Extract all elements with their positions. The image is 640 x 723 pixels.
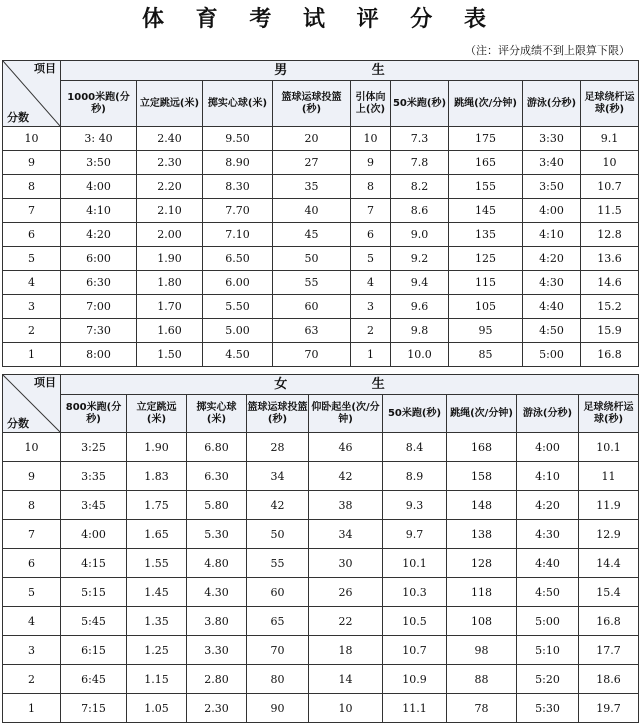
value-cell: 8.4: [383, 433, 447, 462]
value-cell: 168: [447, 433, 517, 462]
table-row: [3, 607, 639, 636]
value-cell: 78: [447, 694, 517, 723]
value-cell: 1.50: [137, 343, 203, 367]
value-cell: 5:10: [517, 636, 579, 665]
value-cell: 158: [447, 462, 517, 491]
value-cell: 1.75: [127, 491, 187, 520]
female-column-header: 立定跳远(米): [127, 395, 187, 433]
value-cell: 14: [309, 665, 383, 694]
value-cell: 42: [247, 491, 309, 520]
table-row: [3, 271, 639, 295]
value-cell: 5:15: [61, 578, 127, 607]
value-cell: 8.30: [203, 175, 273, 199]
score-cell: 4: [3, 607, 61, 636]
value-cell: 7.3: [391, 127, 449, 151]
value-cell: 1.55: [127, 549, 187, 578]
score-cell: 5: [3, 247, 61, 271]
value-cell: 8:00: [61, 343, 137, 367]
corner-score-label: 分数: [7, 417, 29, 430]
value-cell: 7.10: [203, 223, 273, 247]
value-cell: 6.30: [187, 462, 247, 491]
value-cell: 7:00: [61, 295, 137, 319]
value-cell: 135: [449, 223, 523, 247]
value-cell: 10.9: [383, 665, 447, 694]
female-column-header: 800米跑(分秒): [61, 395, 127, 433]
value-cell: 6.50: [203, 247, 273, 271]
score-cell: 4: [3, 271, 61, 295]
value-cell: 108: [447, 607, 517, 636]
value-cell: 12.8: [581, 223, 639, 247]
value-cell: 60: [273, 295, 351, 319]
value-cell: 1.80: [137, 271, 203, 295]
value-cell: 8.9: [383, 462, 447, 491]
value-cell: 4: [351, 271, 391, 295]
value-cell: 10: [581, 151, 639, 175]
value-cell: 105: [449, 295, 523, 319]
value-cell: 9.0: [391, 223, 449, 247]
value-cell: 3: [351, 295, 391, 319]
value-cell: 4:10: [523, 223, 581, 247]
value-cell: 7:15: [61, 694, 127, 723]
value-cell: 30: [309, 549, 383, 578]
value-cell: 1.90: [127, 433, 187, 462]
value-cell: 4:00: [61, 520, 127, 549]
score-cell: 8: [3, 175, 61, 199]
value-cell: 5:20: [517, 665, 579, 694]
value-cell: 10: [351, 127, 391, 151]
female-column-header: 游泳(分秒): [517, 395, 579, 433]
female-corner-header: [3, 375, 61, 433]
value-cell: 1.15: [127, 665, 187, 694]
value-cell: 1.65: [127, 520, 187, 549]
male-column-header: 立定跳远(米): [137, 81, 203, 127]
score-cell: 7: [3, 520, 61, 549]
value-cell: 18: [309, 636, 383, 665]
value-cell: 65: [247, 607, 309, 636]
value-cell: 6:00: [61, 247, 137, 271]
value-cell: 15.4: [579, 578, 639, 607]
value-cell: 4:00: [61, 175, 137, 199]
value-cell: 10.1: [579, 433, 639, 462]
female-column-header: 足球绕杆运球(秒): [579, 395, 639, 433]
value-cell: 4:20: [61, 223, 137, 247]
value-cell: 6.00: [203, 271, 273, 295]
male-column-header: 足球绕杆运球(秒): [581, 81, 639, 127]
value-cell: 5.50: [203, 295, 273, 319]
table-row: [3, 247, 639, 271]
value-cell: 5: [351, 247, 391, 271]
value-cell: 148: [447, 491, 517, 520]
value-cell: 50: [273, 247, 351, 271]
score-cell: 6: [3, 549, 61, 578]
table-row: [3, 319, 639, 343]
table-row: [3, 462, 639, 491]
value-cell: 3:50: [523, 175, 581, 199]
value-cell: 2.10: [137, 199, 203, 223]
value-cell: 5:00: [517, 607, 579, 636]
male-column-headers: [3, 81, 639, 127]
value-cell: 45: [273, 223, 351, 247]
value-cell: 2.30: [187, 694, 247, 723]
value-cell: 27: [273, 151, 351, 175]
value-cell: 9.6: [391, 295, 449, 319]
male-table-body: [3, 127, 639, 367]
table-row: [3, 199, 639, 223]
score-cell: 2: [3, 665, 61, 694]
value-cell: 128: [447, 549, 517, 578]
value-cell: 46: [309, 433, 383, 462]
female-group-header: 女 生: [61, 375, 639, 395]
value-cell: 90: [247, 694, 309, 723]
value-cell: 34: [247, 462, 309, 491]
value-cell: 3:50: [61, 151, 137, 175]
male-column-header: 游泳(分秒): [523, 81, 581, 127]
male-column-header: 1000米跑(分秒): [61, 81, 137, 127]
female-table-body: [3, 433, 639, 723]
value-cell: 10.5: [383, 607, 447, 636]
value-cell: 8.6: [391, 199, 449, 223]
male-column-header: 篮球运球投篮(秒): [273, 81, 351, 127]
value-cell: 4.50: [203, 343, 273, 367]
female-column-header: 仰卧起坐(次/分钟): [309, 395, 383, 433]
value-cell: 2.20: [137, 175, 203, 199]
value-cell: 175: [449, 127, 523, 151]
value-cell: 13.6: [581, 247, 639, 271]
table-row: [3, 549, 639, 578]
value-cell: 20: [273, 127, 351, 151]
corner-score-label: 分数: [7, 111, 29, 124]
value-cell: 38: [309, 491, 383, 520]
value-cell: 14.6: [581, 271, 639, 295]
score-cell: 5: [3, 578, 61, 607]
value-cell: 7.70: [203, 199, 273, 223]
value-cell: 50: [247, 520, 309, 549]
value-cell: 115: [449, 271, 523, 295]
table-row: [3, 175, 639, 199]
value-cell: 1.83: [127, 462, 187, 491]
female-score-table: [2, 374, 639, 723]
value-cell: 9.7: [383, 520, 447, 549]
female-column-headers: [3, 395, 639, 433]
male-column-header: 50米跑(秒): [391, 81, 449, 127]
value-cell: 2: [351, 319, 391, 343]
value-cell: 6:30: [61, 271, 137, 295]
value-cell: 12.9: [579, 520, 639, 549]
value-cell: 1.05: [127, 694, 187, 723]
value-cell: 3:40: [523, 151, 581, 175]
value-cell: 125: [449, 247, 523, 271]
value-cell: 15.9: [581, 319, 639, 343]
value-cell: 11.9: [579, 491, 639, 520]
score-cell: 2: [3, 319, 61, 343]
value-cell: 55: [273, 271, 351, 295]
value-cell: 11.1: [383, 694, 447, 723]
value-cell: 11: [579, 462, 639, 491]
value-cell: 4:10: [517, 462, 579, 491]
value-cell: 42: [309, 462, 383, 491]
value-cell: 22: [309, 607, 383, 636]
value-cell: 3:35: [61, 462, 127, 491]
value-cell: 2.30: [137, 151, 203, 175]
value-cell: 4:40: [523, 295, 581, 319]
female-column-header: 掷实心球(米): [187, 395, 247, 433]
value-cell: 4.80: [187, 549, 247, 578]
value-cell: 11.5: [581, 199, 639, 223]
male-column-header: 掷实心球(米): [203, 81, 273, 127]
value-cell: 4:10: [61, 199, 137, 223]
value-cell: 2.80: [187, 665, 247, 694]
table-row: [3, 127, 639, 151]
value-cell: 118: [447, 578, 517, 607]
value-cell: 85: [449, 343, 523, 367]
page-note: （注：评分成绩不到上限算下限）: [465, 44, 630, 57]
value-cell: 5:45: [61, 607, 127, 636]
value-cell: 5:30: [517, 694, 579, 723]
value-cell: 10.7: [581, 175, 639, 199]
score-cell: 1: [3, 694, 61, 723]
male-score-table: [2, 60, 639, 367]
female-column-header: 50米跑(秒): [383, 395, 447, 433]
value-cell: 3: 40: [61, 127, 137, 151]
table-row: [3, 295, 639, 319]
value-cell: 4:30: [523, 271, 581, 295]
score-cell: 9: [3, 462, 61, 491]
value-cell: 28: [247, 433, 309, 462]
value-cell: 5.80: [187, 491, 247, 520]
value-cell: 70: [273, 343, 351, 367]
male-group-header: 男 生: [61, 61, 639, 81]
value-cell: 155: [449, 175, 523, 199]
value-cell: 4.30: [187, 578, 247, 607]
value-cell: 3.80: [187, 607, 247, 636]
value-cell: 4:40: [517, 549, 579, 578]
table-row: [3, 491, 639, 520]
score-cell: 1: [3, 343, 61, 367]
value-cell: 4:50: [523, 319, 581, 343]
value-cell: 10.1: [383, 549, 447, 578]
female-column-header: 篮球运球投篮(秒): [247, 395, 309, 433]
table-row: [3, 636, 639, 665]
value-cell: 7.8: [391, 151, 449, 175]
value-cell: 2.40: [137, 127, 203, 151]
value-cell: 4:00: [523, 199, 581, 223]
table-row: [3, 694, 639, 723]
value-cell: 6:15: [61, 636, 127, 665]
value-cell: 95: [449, 319, 523, 343]
page-title: 体 育 考 试 评 分 表: [142, 6, 498, 32]
table-row: [3, 578, 639, 607]
value-cell: 5.00: [203, 319, 273, 343]
value-cell: 16.8: [581, 343, 639, 367]
value-cell: 3:45: [61, 491, 127, 520]
value-cell: 4:30: [517, 520, 579, 549]
value-cell: 19.7: [579, 694, 639, 723]
value-cell: 80: [247, 665, 309, 694]
value-cell: 138: [447, 520, 517, 549]
value-cell: 1.70: [137, 295, 203, 319]
value-cell: 63: [273, 319, 351, 343]
value-cell: 9.50: [203, 127, 273, 151]
value-cell: 17.7: [579, 636, 639, 665]
value-cell: 26: [309, 578, 383, 607]
value-cell: 8: [351, 175, 391, 199]
value-cell: 8.90: [203, 151, 273, 175]
score-cell: 10: [3, 127, 61, 151]
value-cell: 35: [273, 175, 351, 199]
value-cell: 6: [351, 223, 391, 247]
value-cell: 7: [351, 199, 391, 223]
value-cell: 4:20: [523, 247, 581, 271]
table-row: [3, 433, 639, 462]
value-cell: 3:25: [61, 433, 127, 462]
value-cell: 10.0: [391, 343, 449, 367]
value-cell: 1.35: [127, 607, 187, 636]
score-cell: 3: [3, 636, 61, 665]
value-cell: 9.1: [581, 127, 639, 151]
value-cell: 9: [351, 151, 391, 175]
value-cell: 5:00: [523, 343, 581, 367]
value-cell: 1.45: [127, 578, 187, 607]
value-cell: 9.4: [391, 271, 449, 295]
value-cell: 2.00: [137, 223, 203, 247]
value-cell: 1.25: [127, 636, 187, 665]
value-cell: 10: [309, 694, 383, 723]
male-column-header: 引体向上(次): [351, 81, 391, 127]
value-cell: 4:50: [517, 578, 579, 607]
value-cell: 6:45: [61, 665, 127, 694]
value-cell: 4:00: [517, 433, 579, 462]
corner-project-label: 项目: [34, 62, 56, 75]
score-cell: 6: [3, 223, 61, 247]
value-cell: 3:30: [523, 127, 581, 151]
male-corner-header: [3, 61, 61, 127]
table-row: [3, 343, 639, 367]
score-cell: 9: [3, 151, 61, 175]
table-row: [3, 520, 639, 549]
value-cell: 9.8: [391, 319, 449, 343]
score-cell: 8: [3, 491, 61, 520]
value-cell: 165: [449, 151, 523, 175]
value-cell: 60: [247, 578, 309, 607]
value-cell: 145: [449, 199, 523, 223]
value-cell: 9.2: [391, 247, 449, 271]
value-cell: 9.3: [383, 491, 447, 520]
score-cell: 3: [3, 295, 61, 319]
value-cell: 18.6: [579, 665, 639, 694]
male-column-header: 跳绳(次/分钟): [449, 81, 523, 127]
female-column-header: 跳绳(次/分钟): [447, 395, 517, 433]
value-cell: 14.4: [579, 549, 639, 578]
table-row: [3, 665, 639, 694]
value-cell: 16.8: [579, 607, 639, 636]
value-cell: 34: [309, 520, 383, 549]
value-cell: 4:15: [61, 549, 127, 578]
table-row: [3, 151, 639, 175]
value-cell: 6.80: [187, 433, 247, 462]
value-cell: 10.3: [383, 578, 447, 607]
value-cell: 70: [247, 636, 309, 665]
score-cell: 7: [3, 199, 61, 223]
value-cell: 98: [447, 636, 517, 665]
value-cell: 5.30: [187, 520, 247, 549]
value-cell: 15.2: [581, 295, 639, 319]
value-cell: 1.60: [137, 319, 203, 343]
value-cell: 10.7: [383, 636, 447, 665]
score-cell: 10: [3, 433, 61, 462]
corner-project-label: 项目: [34, 376, 56, 389]
value-cell: 8.2: [391, 175, 449, 199]
value-cell: 55: [247, 549, 309, 578]
table-row: [3, 223, 639, 247]
value-cell: 4:20: [517, 491, 579, 520]
value-cell: 88: [447, 665, 517, 694]
value-cell: 1.90: [137, 247, 203, 271]
value-cell: 1: [351, 343, 391, 367]
value-cell: 3.30: [187, 636, 247, 665]
value-cell: 40: [273, 199, 351, 223]
value-cell: 7:30: [61, 319, 137, 343]
